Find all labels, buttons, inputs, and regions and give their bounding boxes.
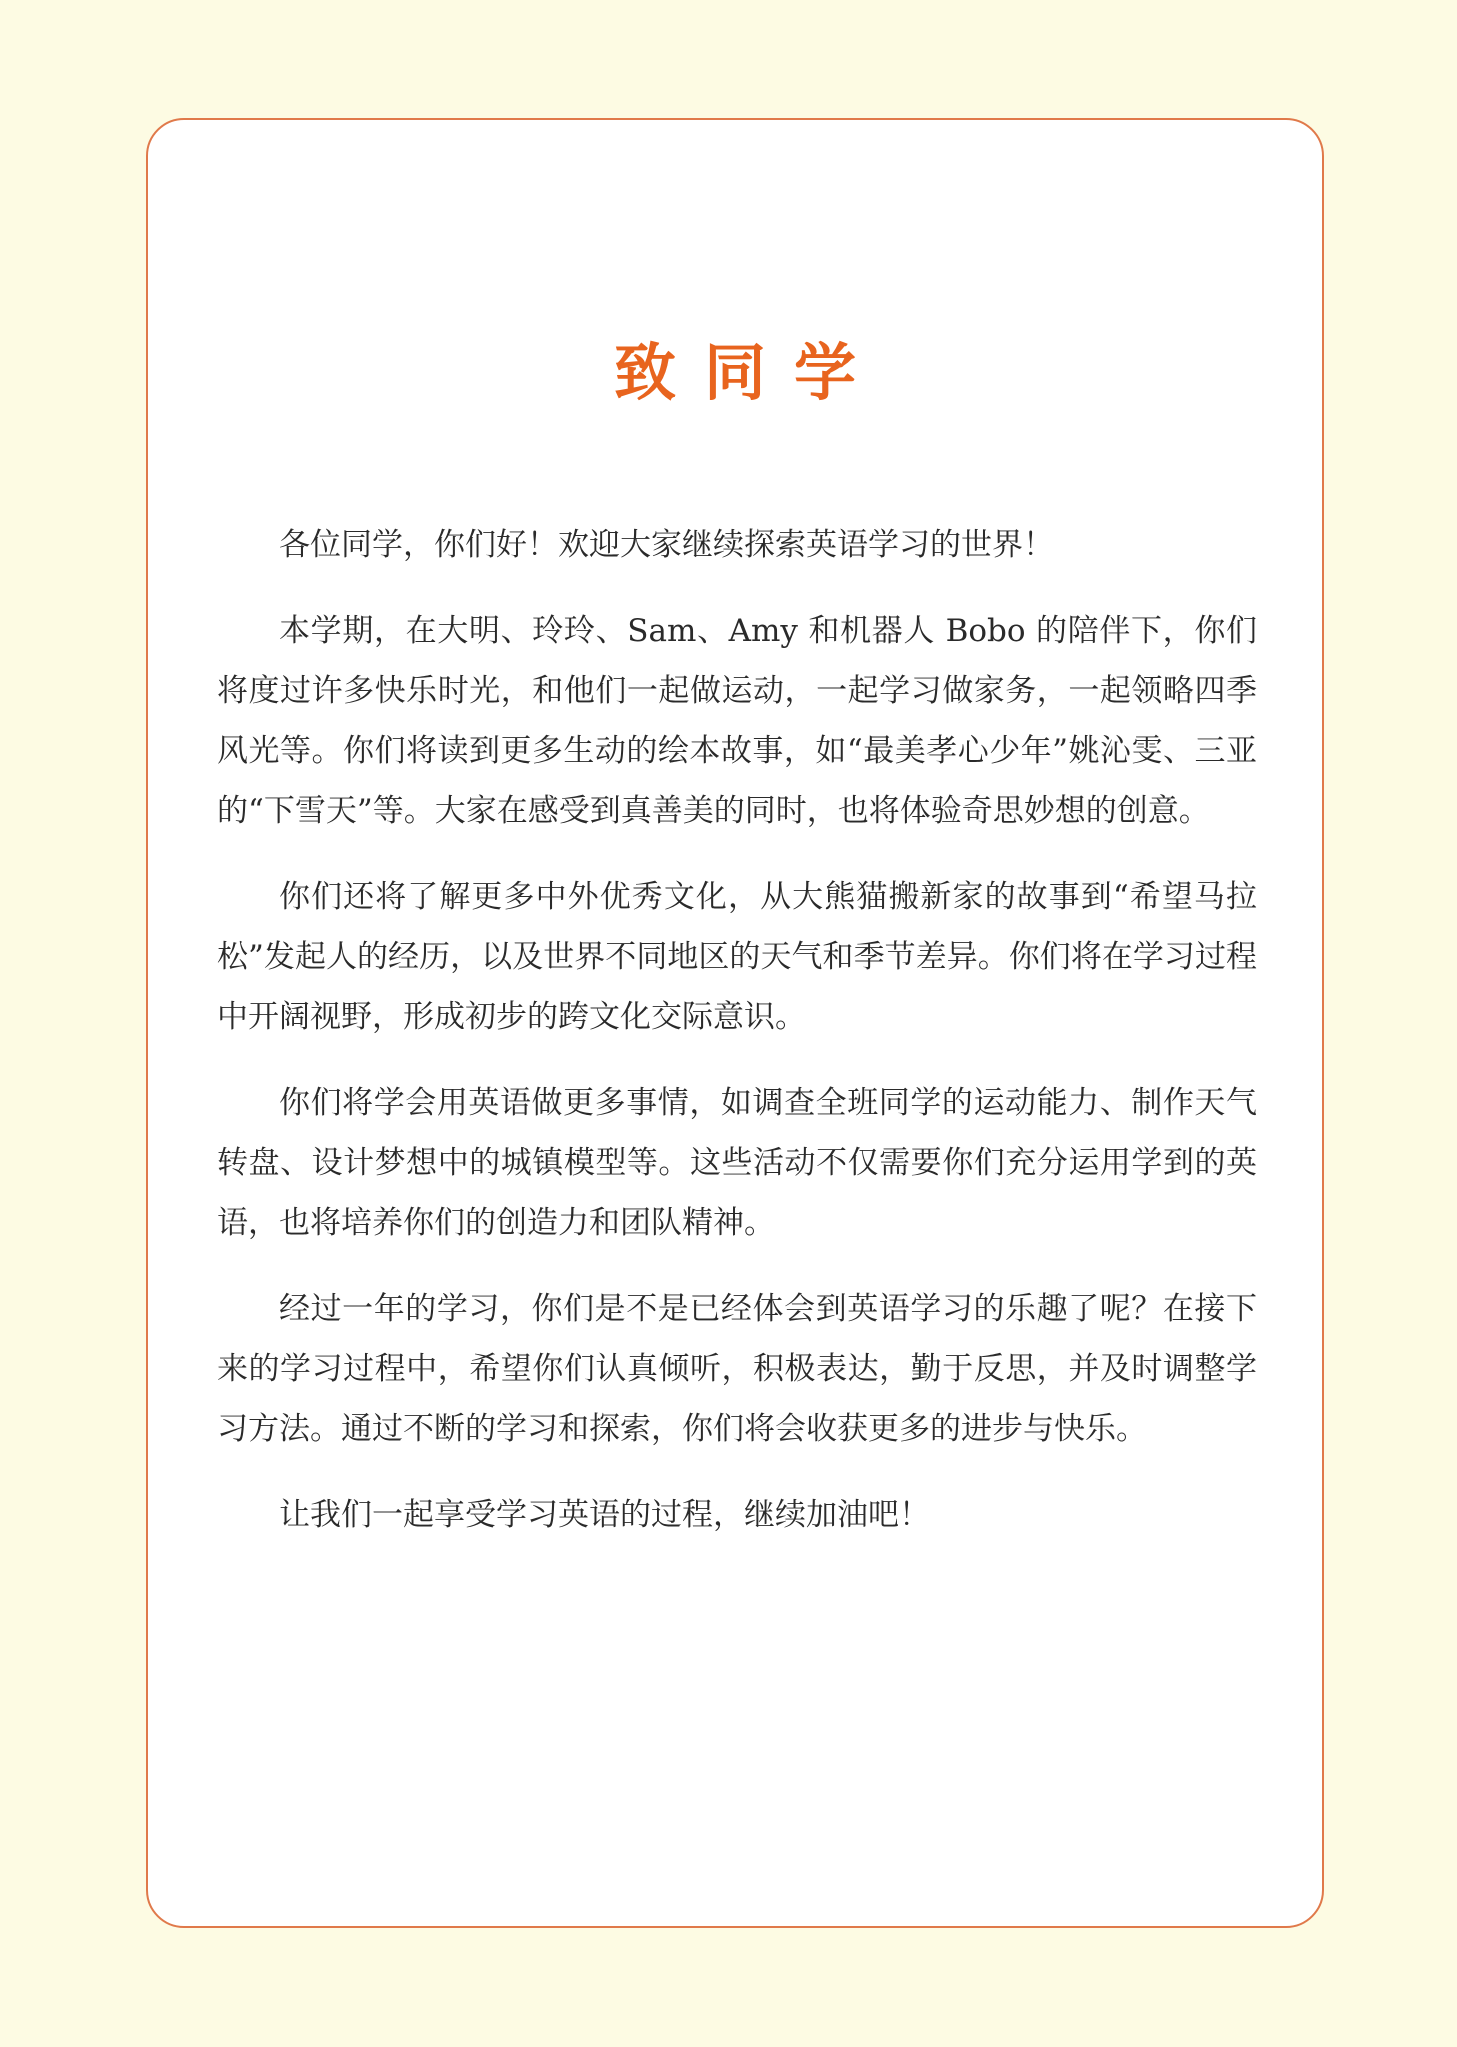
- paragraph-closing: 让我们一起享受学习英语的过程，继续加油吧！: [279, 1497, 930, 1533]
- paragraph-characters: 本学期，在大明、玲玲、Sam、Amy 和机器人 Bobo 的陪伴下，你们将度过许多快乐时光，和他们一起做运动，一起学习做家务，一起领略四季风光等。你们将读到更多生动的绘本故事，如“最美孝心少年”姚沁雯、三亚的“下雪天”等。大家在感受到真善美的同时，也将体验奇思妙想的创意。: [217, 613, 1258, 829]
- paragraph-learning: 经过一年的学习，你们是不是已经体会到英语学习的乐趣了呢？在接下来的学习过程中，希望你们认真倾听，积极表达，勤于反思，并及时调整学习方法。通过不断的学习和探索，你们将会收获更多的进步与快乐。: [217, 1291, 1257, 1447]
- page-title: 致同学: [613, 336, 884, 409]
- paragraph-culture: 你们还将了解更多中外优秀文化，从大熊猫搬新家的故事到“希望马拉松”发起人的经历，以及世界不同地区的天气和季节差异。你们将在学习过程中开阔视野，形成初步的跨文化交际意识。: [217, 879, 1257, 1035]
- letter-body: [217, 515, 1257, 1571]
- letter-card: [146, 118, 1324, 1928]
- paragraph-greeting: 各位同学，你们好！欢迎大家继续探索英语学习的世界！: [279, 527, 1054, 563]
- paragraph-activities: 你们将学会用英语做更多事情，如调查全班同学的运动能力、制作天气转盘、设计梦想中的城镇模型等。这些活动不仅需要你们充分运用学到的英语，也将培养你们的创造力和团队精神。: [217, 1085, 1257, 1241]
